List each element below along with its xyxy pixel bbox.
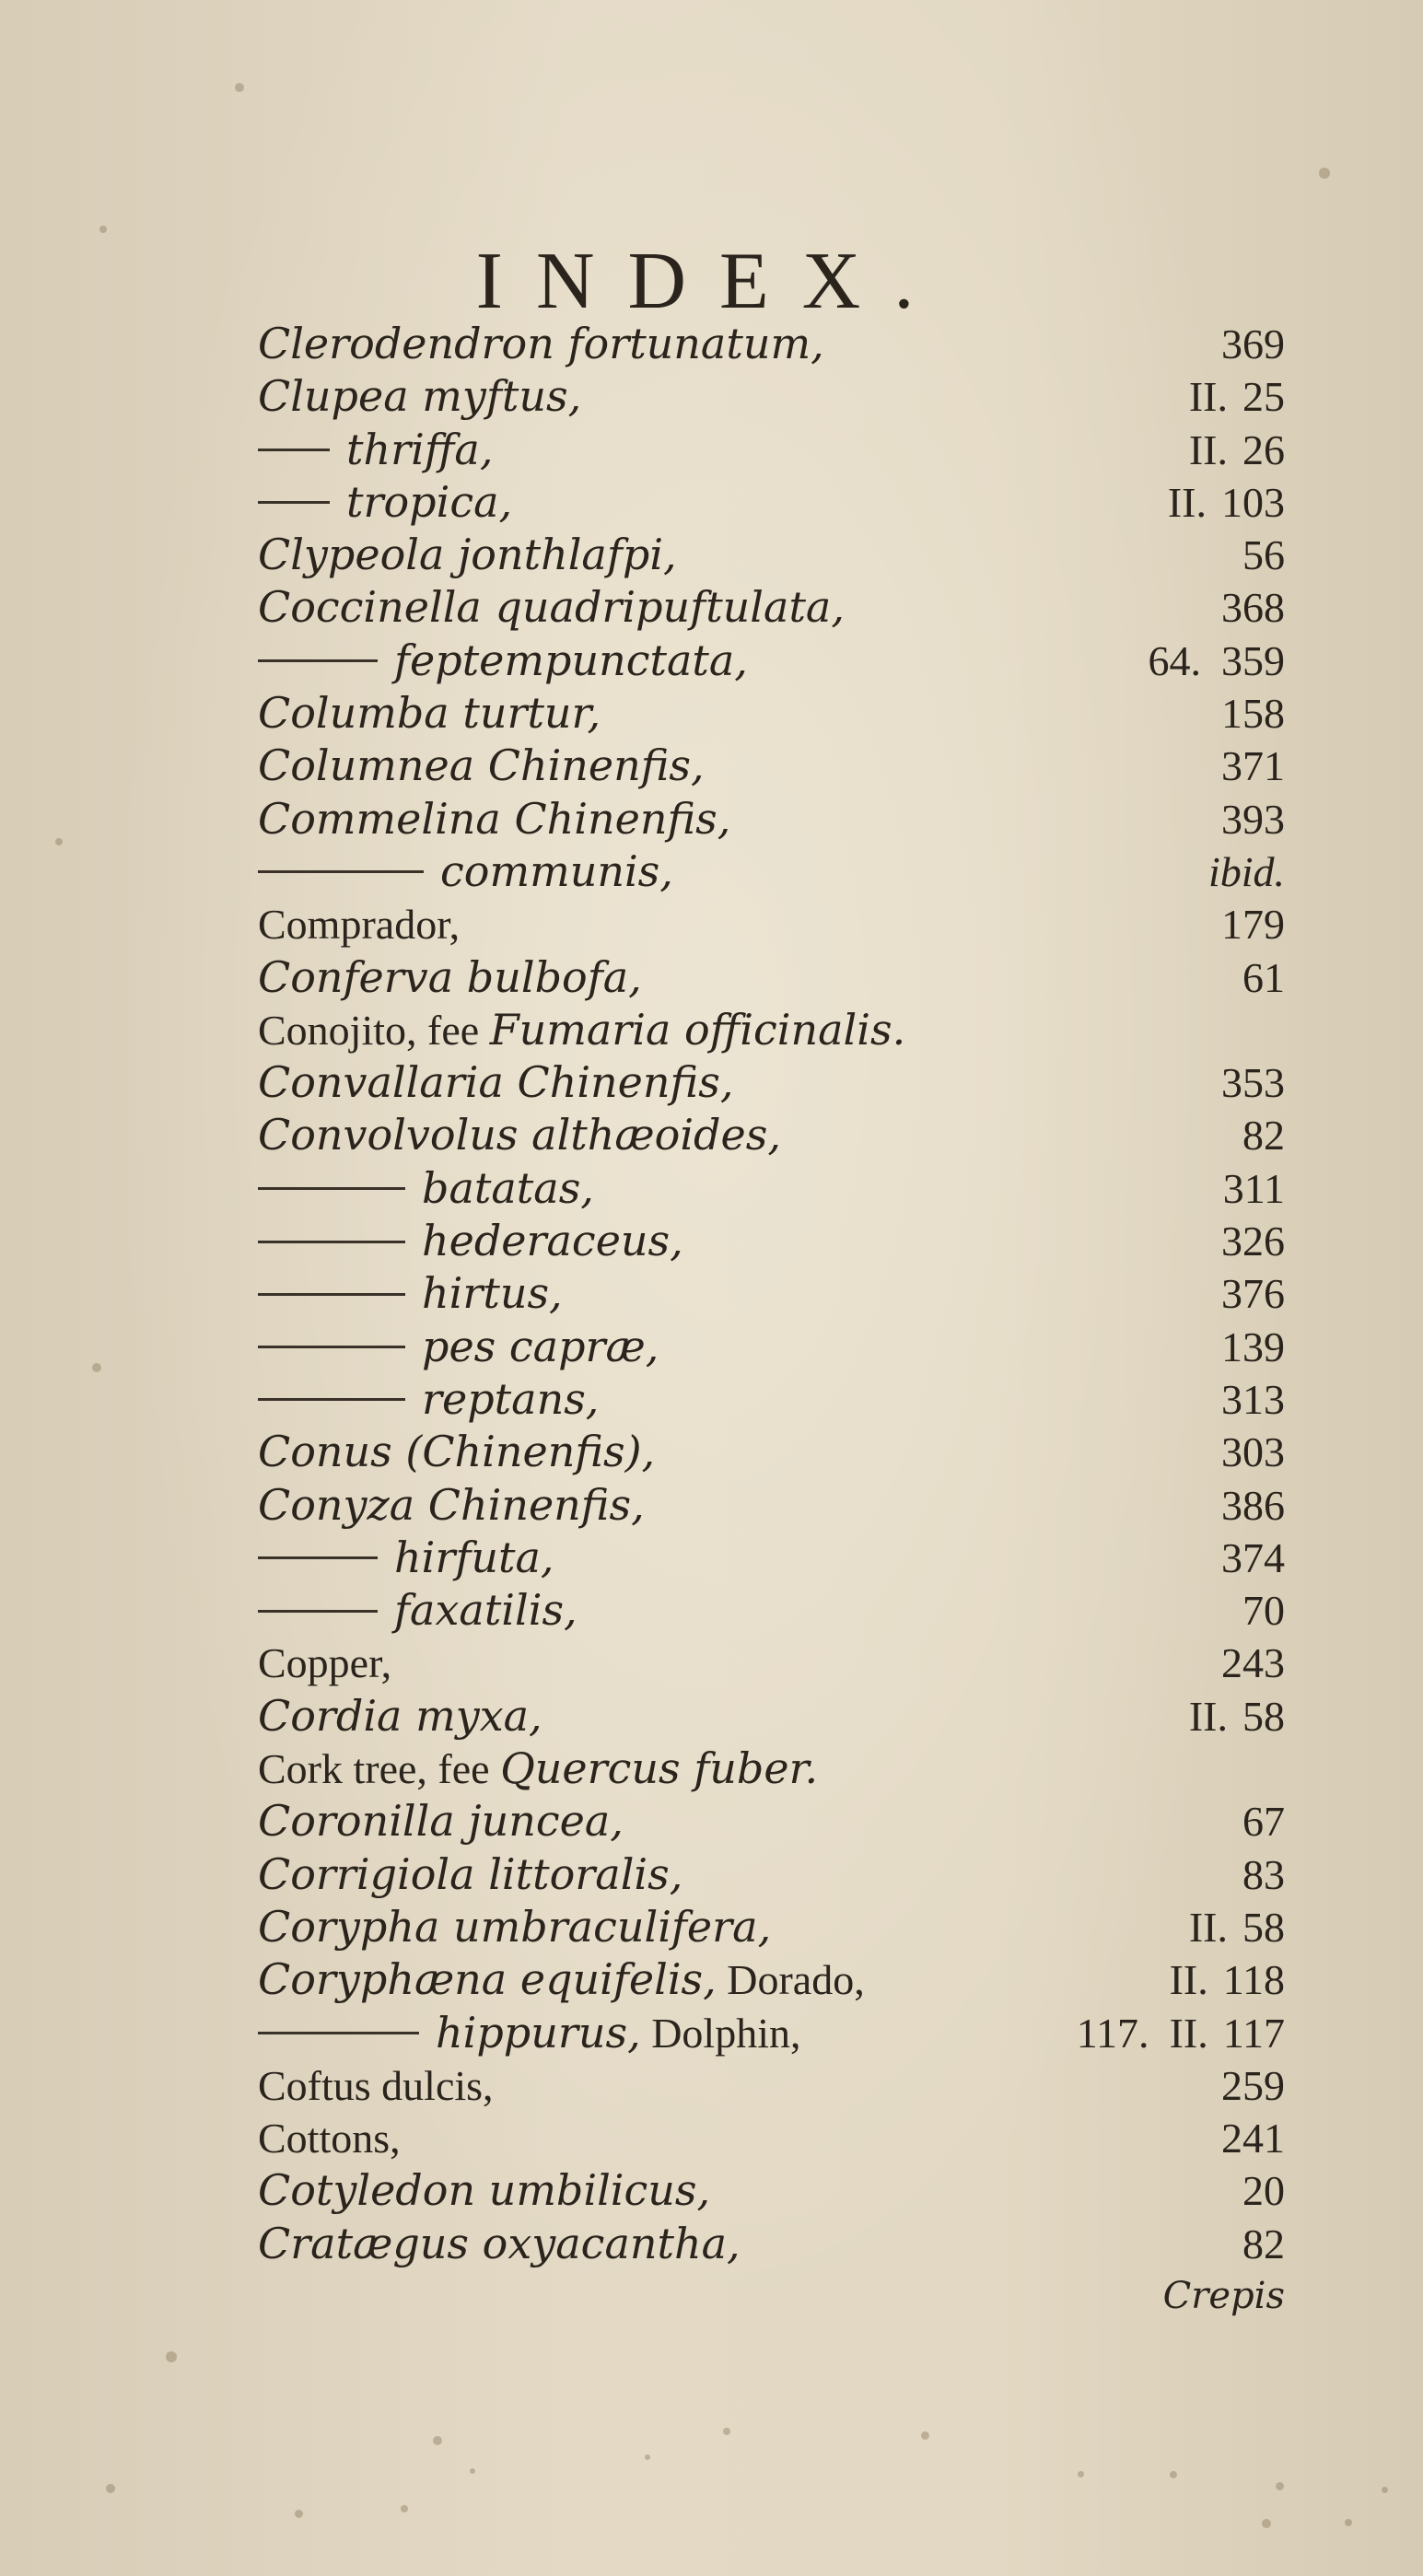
- page-number: 158: [1221, 690, 1285, 738]
- ditto-dash: [258, 1241, 405, 1243]
- entry-name: [258, 1215, 683, 1267]
- paper-speck: [1382, 2487, 1388, 2493]
- entry-name: [258, 1004, 905, 1056]
- paper-speck: [1345, 2519, 1352, 2526]
- page-number: 26: [1242, 425, 1285, 473]
- entry-name-part: Coronilla juncea,: [258, 1796, 624, 1847]
- index-entry: [258, 1426, 1285, 1478]
- index-entry: [258, 424, 1285, 476]
- index-entry: [258, 1004, 1285, 1056]
- page-number: 61: [1242, 953, 1285, 1001]
- entry-name: [258, 2007, 800, 2059]
- entry-name: [258, 898, 460, 950]
- page-number: 359: [1221, 636, 1285, 684]
- ditto-dash: [258, 1187, 405, 1190]
- entry-name: [258, 2164, 710, 2217]
- page-number: 82: [1242, 1112, 1285, 1160]
- page-reference: [1223, 1162, 1285, 1215]
- paper-speck: [1319, 168, 1330, 179]
- entry-name: [258, 1373, 599, 1426]
- volume-number: II.: [1188, 1903, 1228, 1951]
- ditto-dash: [258, 1610, 378, 1613]
- index-entry: [258, 1267, 1285, 1320]
- index-entry: [258, 370, 1285, 423]
- page-reference: [1221, 1532, 1285, 1584]
- index-entry: [258, 1373, 1285, 1426]
- entry-name: [258, 951, 642, 1004]
- index-entry: [258, 1056, 1285, 1109]
- volume-number: II.: [1188, 1692, 1228, 1740]
- extra-reference: 64.: [1148, 636, 1201, 684]
- entry-name-part: Coryphæna equifelis,: [258, 1954, 717, 2005]
- entry-name-part: Convolvolus althæoides,: [258, 1110, 781, 1160]
- page-number: 82: [1242, 2220, 1285, 2267]
- entry-name: [258, 635, 748, 687]
- entry-name-part: Dolphin,: [640, 2009, 801, 2057]
- page-reference: [1242, 951, 1285, 1004]
- page-reference: [1242, 1848, 1285, 1901]
- page-number: 386: [1221, 1481, 1285, 1529]
- page-reference: [1189, 1690, 1285, 1743]
- page-number: 393: [1221, 795, 1285, 843]
- index-entry: [258, 1953, 1285, 2006]
- paper-speck: [166, 2351, 177, 2362]
- entry-name: [258, 1690, 542, 1743]
- entry-name: [258, 1901, 771, 1953]
- page-reference: [1221, 1479, 1285, 1532]
- page-number: 58: [1242, 1692, 1285, 1740]
- page-number: 369: [1221, 321, 1285, 367]
- entry-name: [258, 1637, 391, 1689]
- index-entry: [258, 2112, 1285, 2164]
- page-number: 313: [1221, 1375, 1285, 1423]
- entry-name: [258, 1321, 659, 1373]
- catchword: Crepis: [1162, 2275, 1285, 2317]
- page-number: ibid.: [1207, 847, 1285, 895]
- page-reference: [1242, 2164, 1285, 2217]
- entry-name: [258, 581, 845, 634]
- entry-name-part: Coccinella quadripuftulata,: [258, 582, 845, 633]
- page-number: 117: [1222, 2009, 1285, 2057]
- page-number: 303: [1221, 1428, 1285, 1476]
- entry-name: [258, 318, 824, 370]
- entry-name-part: Columnea Chinenfis,: [258, 740, 705, 791]
- entry-name-part: Corrigiola littoralis,: [258, 1848, 683, 1899]
- entry-name: [258, 1584, 577, 1637]
- paper-speck: [55, 838, 63, 845]
- entry-name-part: feptempunctata,: [394, 635, 748, 685]
- entry-name: [258, 1848, 682, 1901]
- page-heading: INDEX.: [475, 237, 948, 326]
- entry-name-part: Cotyledon umbilicus,: [258, 2165, 711, 2216]
- page-number: 103: [1221, 478, 1285, 526]
- entry-name-part: Cottons,: [258, 2115, 401, 2162]
- page-reference: [1221, 581, 1285, 634]
- page-number: 118: [1222, 1956, 1285, 2004]
- index-entry: [258, 740, 1285, 792]
- index-entry: [258, 2059, 1285, 2112]
- page-reference: [1189, 424, 1285, 476]
- page-reference: [1168, 476, 1285, 529]
- page-reference: [1221, 740, 1285, 792]
- index-entry: [258, 898, 1285, 950]
- entry-name-part: Conojito, fee: [258, 1006, 490, 1054]
- ditto-dash: [258, 1556, 378, 1559]
- entry-name-part: Corypha umbraculifera,: [258, 1901, 772, 1952]
- page-reference: [1242, 2218, 1285, 2270]
- entry-name-part: Clupea myftus,: [258, 371, 582, 422]
- entry-name-part: hippurus,: [436, 2007, 641, 2057]
- entry-name: [258, 1267, 563, 1320]
- page-reference: [1221, 2112, 1285, 2164]
- entry-name-part: batatas,: [422, 1162, 594, 1213]
- entry-name-part: thriffa,: [346, 424, 494, 474]
- paper-speck: [401, 2505, 408, 2512]
- entry-name-part: Conus (Chinenfis),: [258, 1427, 656, 1477]
- entry-name: [258, 740, 705, 792]
- page-reference: [1221, 1056, 1285, 1109]
- page-reference: [1077, 2007, 1285, 2059]
- index-entry: [258, 1848, 1285, 1901]
- paper-speck: [295, 2510, 303, 2518]
- entry-name-part: Fumaria officinalis.: [489, 1004, 906, 1055]
- page-reference: [1242, 529, 1285, 581]
- page-reference: [1221, 1215, 1285, 1267]
- page-number: 179: [1221, 901, 1285, 949]
- entry-name-part: hirfuta,: [394, 1532, 554, 1582]
- entry-name: [258, 1056, 733, 1109]
- page-reference: [1189, 370, 1285, 423]
- page-number: 56: [1242, 531, 1285, 579]
- ditto-dash: [258, 870, 424, 873]
- page-number: 241: [1221, 2115, 1285, 2162]
- index-entry: [258, 1479, 1285, 1532]
- page-reference: [1221, 2059, 1285, 2112]
- index-entry: [258, 635, 1285, 687]
- page-reference: [1208, 845, 1285, 898]
- index-entry: [258, 845, 1285, 898]
- index-entry: [258, 1109, 1285, 1161]
- entry-name: [258, 1795, 624, 1847]
- entry-name: [258, 1743, 818, 1795]
- index-entry: [258, 1637, 1285, 1689]
- page-number: 371: [1221, 742, 1285, 790]
- page-reference: [1170, 1953, 1285, 2006]
- entry-name: [258, 687, 601, 740]
- index-entry: [258, 1162, 1285, 1215]
- ditto-dash: [258, 659, 378, 662]
- page-reference: [1221, 687, 1285, 740]
- index-entry: [258, 793, 1285, 845]
- entry-name: [258, 1426, 655, 1478]
- entry-name-part: Clypeola jonthlafpi,: [258, 530, 677, 580]
- page-reference: [1221, 1426, 1285, 1478]
- volume-number: II.: [1188, 373, 1228, 421]
- extra-reference: 117.: [1076, 2009, 1149, 2057]
- page-number: 25: [1242, 373, 1285, 421]
- ditto-dash: [258, 501, 330, 504]
- page-number: 374: [1221, 1533, 1285, 1581]
- paper-speck: [470, 2468, 475, 2474]
- entry-name-part: Conyza Chinenfis,: [258, 1479, 645, 1530]
- page-reference: [1221, 898, 1285, 950]
- page-reference: [1221, 1373, 1285, 1426]
- index-entry: [258, 1584, 1285, 1637]
- entry-name-part: faxatilis,: [394, 1585, 577, 1636]
- page-number: 70: [1242, 1587, 1285, 1635]
- index-entry: [258, 1321, 1285, 1373]
- page-reference: [1189, 1901, 1285, 1953]
- paper-speck: [1276, 2482, 1284, 2490]
- index-entry: [258, 318, 1285, 370]
- page-reference: [1221, 1637, 1285, 1689]
- paper-speck: [645, 2454, 650, 2460]
- paper-speck: [723, 2428, 730, 2435]
- volume-number: II.: [1188, 425, 1228, 473]
- entry-name-part: Coftus dulcis,: [258, 2061, 494, 2109]
- volume-number: II.: [1167, 478, 1207, 526]
- entry-name-part: tropica,: [346, 476, 513, 527]
- page-number: 259: [1221, 2061, 1285, 2109]
- page-number: 326: [1221, 1218, 1285, 1265]
- entry-name: [258, 1479, 645, 1532]
- entry-name: [258, 2218, 741, 2270]
- page-reference: [1242, 1584, 1285, 1637]
- entry-name-part: communis,: [440, 845, 673, 896]
- index-entry: [258, 2218, 1285, 2270]
- entry-name: [258, 424, 493, 476]
- page-reference: [1221, 793, 1285, 845]
- entry-name: [258, 845, 673, 898]
- entry-name-part: Cork tree, fee: [258, 1745, 501, 1793]
- entry-name-part: Commelina Chinenfis,: [258, 793, 731, 844]
- index-entry: [258, 476, 1285, 529]
- ditto-dash: [258, 1398, 405, 1401]
- index-entry: [258, 951, 1285, 1004]
- page-number: 83: [1242, 1850, 1285, 1898]
- ditto-dash: [258, 1346, 405, 1348]
- entry-name-part: Convallaria Chinenfis,: [258, 1057, 734, 1108]
- volume-number: II.: [1169, 2009, 1208, 2057]
- index-entry: [258, 1795, 1285, 1847]
- page-number: 58: [1242, 1903, 1285, 1951]
- index-entry: [258, 1532, 1285, 1584]
- entry-name: [258, 793, 730, 845]
- paper-speck: [106, 2484, 115, 2493]
- page-reference: [1242, 1109, 1285, 1161]
- ditto-dash: [258, 1293, 405, 1296]
- index-entry: [258, 687, 1285, 740]
- paper-speck: [1170, 2471, 1177, 2478]
- page-number: 368: [1221, 584, 1285, 632]
- entry-name-part: Quercus fuber.: [500, 1743, 819, 1794]
- ditto-dash: [258, 2032, 419, 2034]
- entry-name-part: pes capræ,: [422, 1321, 659, 1371]
- entry-name: [258, 370, 581, 423]
- entry-name: [258, 476, 512, 529]
- entry-name-part: Columba turtur,: [258, 688, 601, 739]
- page-reference: [1242, 1795, 1285, 1847]
- paper-speck: [92, 1363, 101, 1372]
- entry-name-part: hirtus,: [422, 1268, 563, 1319]
- page-number: 376: [1221, 1270, 1285, 1318]
- paper-speck: [99, 226, 107, 233]
- page-number: 20: [1242, 2167, 1285, 2215]
- entry-name: [258, 1162, 594, 1215]
- catchword-row: [258, 2270, 1285, 2323]
- index-entry: [258, 2164, 1285, 2217]
- entry-name: [258, 1953, 865, 2006]
- entry-name-part: Cratægus oxyacantha,: [258, 2218, 741, 2268]
- entry-name-part: Clerodendron fortunatum,: [258, 319, 824, 368]
- entry-name-part: Cordia myxa,: [258, 1690, 542, 1741]
- entry-name-part: Copper,: [258, 1639, 392, 1687]
- entry-name-part: Conferva bulbofa,: [258, 951, 642, 1002]
- index-entry: [258, 2007, 1285, 2059]
- paper-speck: [433, 2436, 442, 2445]
- entry-name: [258, 2059, 494, 2112]
- page-number: 243: [1221, 1639, 1285, 1687]
- entry-name: [258, 1109, 781, 1161]
- paper-speck: [921, 2431, 929, 2440]
- page-reference: [1149, 635, 1286, 687]
- page-number: 67: [1242, 1798, 1285, 1846]
- volume-number: II.: [1169, 1956, 1208, 2004]
- index-entry: [258, 1743, 1285, 1795]
- page-number: 353: [1221, 1059, 1285, 1107]
- page-reference: [1221, 1321, 1285, 1373]
- ditto-dash: [258, 449, 330, 451]
- paper-speck: [1262, 2519, 1271, 2528]
- entry-name-part: reptans,: [422, 1373, 600, 1424]
- entry-name-part: hederaceus,: [422, 1216, 683, 1266]
- index-entry: [258, 1901, 1285, 1953]
- page-number: 139: [1221, 1323, 1285, 1370]
- entry-name: [258, 2112, 401, 2164]
- index-entry: [258, 529, 1285, 581]
- entry-name-part: Dorado,: [716, 1956, 865, 2004]
- page-reference: [1221, 318, 1285, 370]
- paper-speck: [235, 83, 244, 92]
- page-number: 311: [1222, 1164, 1285, 1212]
- index-entry: [258, 1215, 1285, 1267]
- index-entry-list: [258, 318, 1285, 2270]
- index-entry: [258, 581, 1285, 634]
- entry-name-part: Comprador,: [258, 901, 461, 949]
- paper-speck: [1078, 2471, 1084, 2477]
- entry-name: [258, 529, 677, 581]
- index-entry: [258, 1690, 1285, 1743]
- entry-name: [258, 1532, 554, 1584]
- page-reference: [1221, 1267, 1285, 1320]
